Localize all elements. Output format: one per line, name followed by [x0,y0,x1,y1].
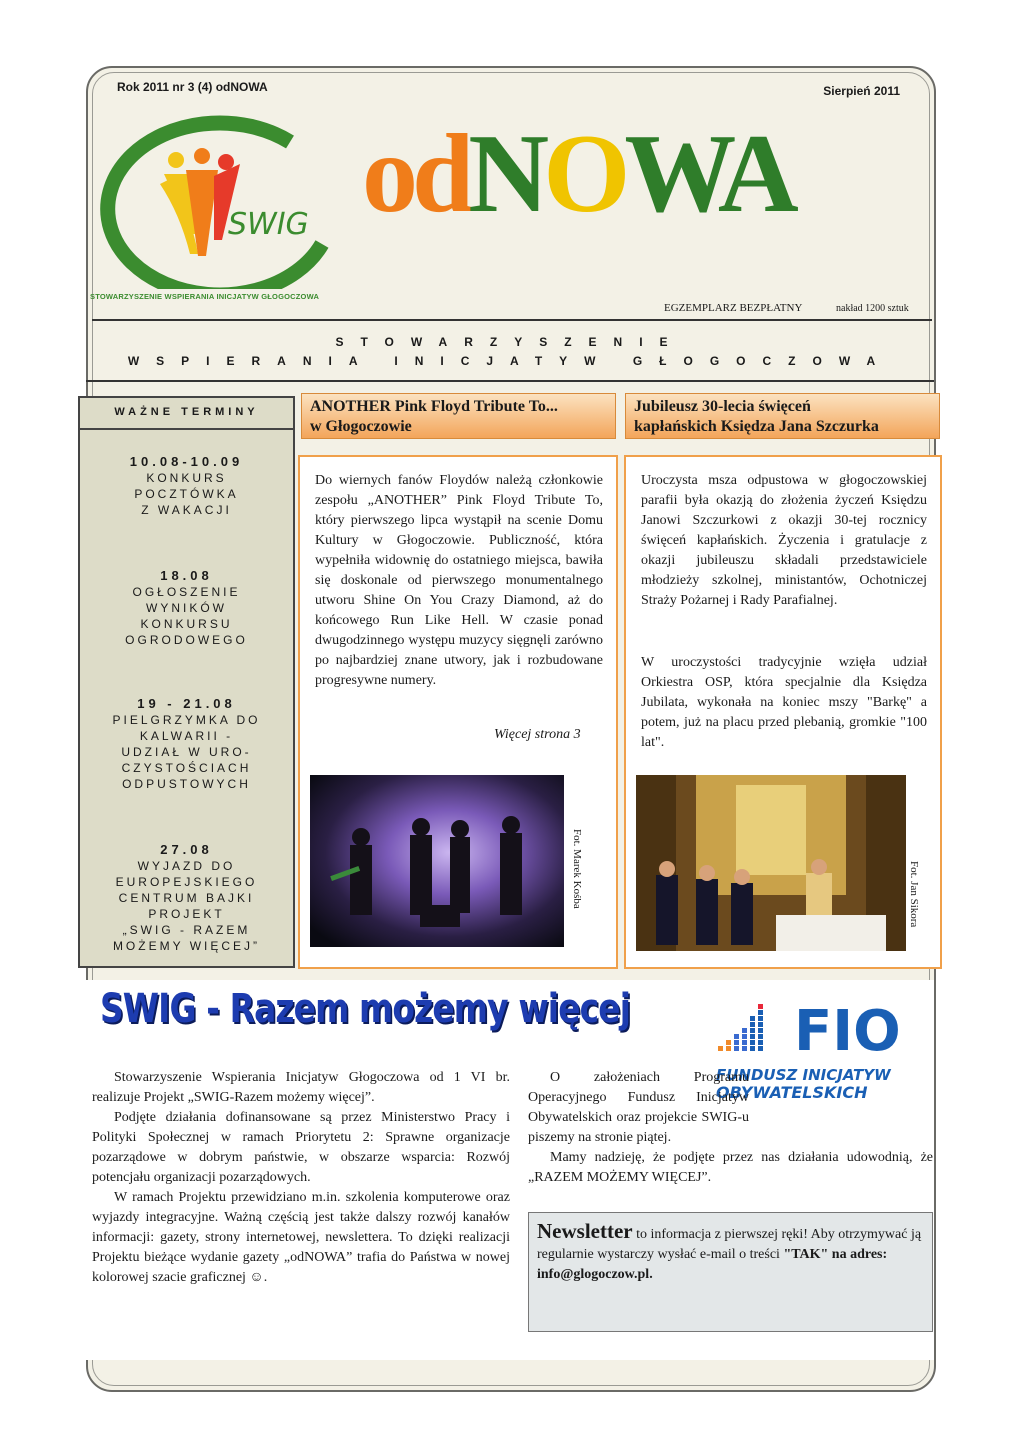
mass-photo [636,775,906,951]
project-para-3: W ramach Projektu przewidziano m.in. szkolenia komputerowe oraz wyjazdy integracyjne. Ważną częścią jest także dalszy rozwój kanałów informacji: gazety, strony internetowej, newslettera. To dzięki realizacji Projektu bieżące wydanie gazety „odNOWA” trafia do Państwa w nowej kolorowej szacie graficznej ☺. [92,1190,510,1285]
event-line: OGRODOWEGO [125,633,248,647]
newsletter-title: Newsletter [537,1219,633,1243]
project-para-2: Podjęte działania dofinansowane są przez Ministerstwo Pracy i Polityki Społecznej w ramach Priorytetu 2: Sprawne organizacje pozarządowe w dobrym państwie, w obszarze wsparcia: Rozwój potencjału organizacji pozarządowych. [92,1110,510,1185]
title-part-o: O [543,112,625,236]
event-line: „SWIG - RAZEM [122,923,251,937]
issue-date: Sierpień 2011 [823,84,900,98]
article1-box [298,455,618,969]
event-date: 10.08-10.09 [129,454,244,469]
event-4 [80,842,293,954]
newspaper-title [362,112,793,236]
event-line: WYNIKÓW [146,601,227,615]
project-para-4: O założeniach Programu Operacyjnego Fundusz Inicjatyw Obywatelskich oraz projekcie SWIG-u piszemy na stronie piątej. [528,1070,749,1145]
event-line: EUROPEJSKIEGO [115,875,258,889]
concert-photo-art [310,775,564,947]
article2-headline-line2: kapłańskich Księdza Jana Szczurka [634,418,879,435]
concert-photo [310,775,564,947]
article2-body1: Uroczysta msza odpustowa w głogoczowskiej parafii była okazją do złożenia życzeń Księdzu Janowi Szczurkowi z okazji 30-tej rocznicy święceń kapłańskich. Życzenia i gratulacje z okazji jubileuszu składali przedstawiciele młodzieży szkolnej, ministantów, Ochotniczej Straży Pożarnej i Rady Parafialnej. [641,473,927,608]
important-dates-sidebar [78,396,295,968]
fio-dots-icon [718,1004,763,1051]
sidebar-title: WAŻNE TERMINY [114,406,259,418]
event-2 [80,568,293,648]
project-para-1: Stowarzyszenie Wspierania Inicjatyw Głogoczowa od 1 VI br. realizuje Projekt „SWIG-Razem możemy więcej”. [92,1070,510,1105]
project-column-left [92,1068,510,1288]
newsletter-email[interactable]: "TAK" na adres: info@glogoczow.pl. [537,1247,888,1282]
event-1 [80,454,293,518]
event-line: OGŁOSZENIE [132,585,241,599]
article1-body: Do wiernych fanów Floydów należą członkowie zespołu „ANOTHER” Pink Floyd Tribute To, który pierwszego lipca wystąpił na scenie Domu Kultury w Głogoczowie. Publiczność, która wypełniła widownię do ostatniego miejsca, bawiła się doskonale od pierwszego monumentalnego utworu Shine On You Crazy Diamond, aż do końcowego Run Like Hell. W czasie ponad dwugodzinnego występu muzycy sięgnęli zarówno po najbardziej znane utwory, jak i rozbudowane progresywne numery. [315,473,603,688]
newsletter-text: to informacja z pierwszej ręki! Aby otrzymywać ją regularnie wystarczy wysłać e-mail o treści [537,1227,922,1262]
article1-headline-line1: ANOTHER Pink Floyd Tribute To... [310,398,558,415]
event-date: 19 - 21.08 [137,696,236,711]
event-line: UDZIAŁ W URO- [121,745,252,759]
event-line: KALWARII - [139,729,234,743]
sidebar-divider [80,428,293,430]
article2-headline [625,393,940,439]
title-part-n: N [468,112,544,236]
article2-body2: W uroczystości tradycyjnie wzięła udział Orkiestra OSP, która specjalnie dla Księdza Jubilata, wykonała na koniec mszy "Barkę" a potem, już na placu przed plebanią, gromkie "100 lat". [641,655,927,750]
article1-more-link[interactable]: Więcej strona 3 [494,727,581,742]
event-line: ODPUSTOWYCH [122,777,251,791]
event-line: PIELGRZYMKA DO [112,713,261,727]
event-line: POCZTÓWKA [134,487,239,501]
newsletter-box [528,1212,933,1332]
article2-box [624,455,942,969]
event-line: WYJAZD DO [137,859,236,873]
article1-headline-line2: w Głogoczowie [310,418,412,435]
project-para-5: Mamy nadzieję, że podjęte przez nas działania udowodnią, że „RAZEM MOŻEMY WIĘCEJ”. [528,1150,933,1185]
title-part-wa: WA [624,112,793,236]
fio-line1: FUNDUSZ INICJATYW [716,1066,891,1084]
tagline-line2: WSPIERANIA INICJATYW GŁOGOCZOWA [127,354,893,368]
event-date: 27.08 [160,842,213,857]
association-name-small: STOWARZYSZENIE WSPIERANIA INICJATYW GŁOGOCZOWA [90,292,320,301]
print-run-label: nakład 1200 sztuk [836,303,909,314]
swig-logo [90,104,330,289]
article2-photo-credit: Fot. Jan Sikora [908,861,920,928]
mass-photo-art [636,775,906,951]
project-column-right [528,1068,933,1188]
article1-headline [301,393,616,439]
title-part-od: od [362,112,469,236]
article1-photo-credit: Fot. Marek Kośba [571,829,583,909]
header-divider-bottom [86,380,934,382]
fio-text: FIO [794,999,901,1064]
project-banner: SWIG - Razem możemy więcej [100,986,631,1032]
fio-line2: OBYWATELSKICH [716,1083,868,1101]
event-line: KONKURSU [140,617,233,631]
free-copy-label: EGZEMPLARZ BEZPŁATNY [664,302,803,314]
event-line: CZYSTOŚCIACH [121,761,252,775]
event-line: PROJEKT [148,907,225,921]
event-3 [80,696,293,792]
header-divider-top [92,319,932,321]
event-date: 18.08 [160,568,213,583]
event-line: Z WAKACJI [141,503,232,517]
article2-headline-line1: Jubileusz 30-lecia święceń [634,398,811,415]
event-line: CENTRUM BAJKI [118,891,255,905]
issue-number: Rok 2011 nr 3 (4) odNOWA [117,80,268,94]
tagline-line1: STOWARZYSZENIE [335,335,685,349]
event-line: KONKURS [146,471,227,485]
event-line: MOŻEMY WIĘCEJ” [112,939,261,953]
logo-text: SWIG [228,207,309,242]
